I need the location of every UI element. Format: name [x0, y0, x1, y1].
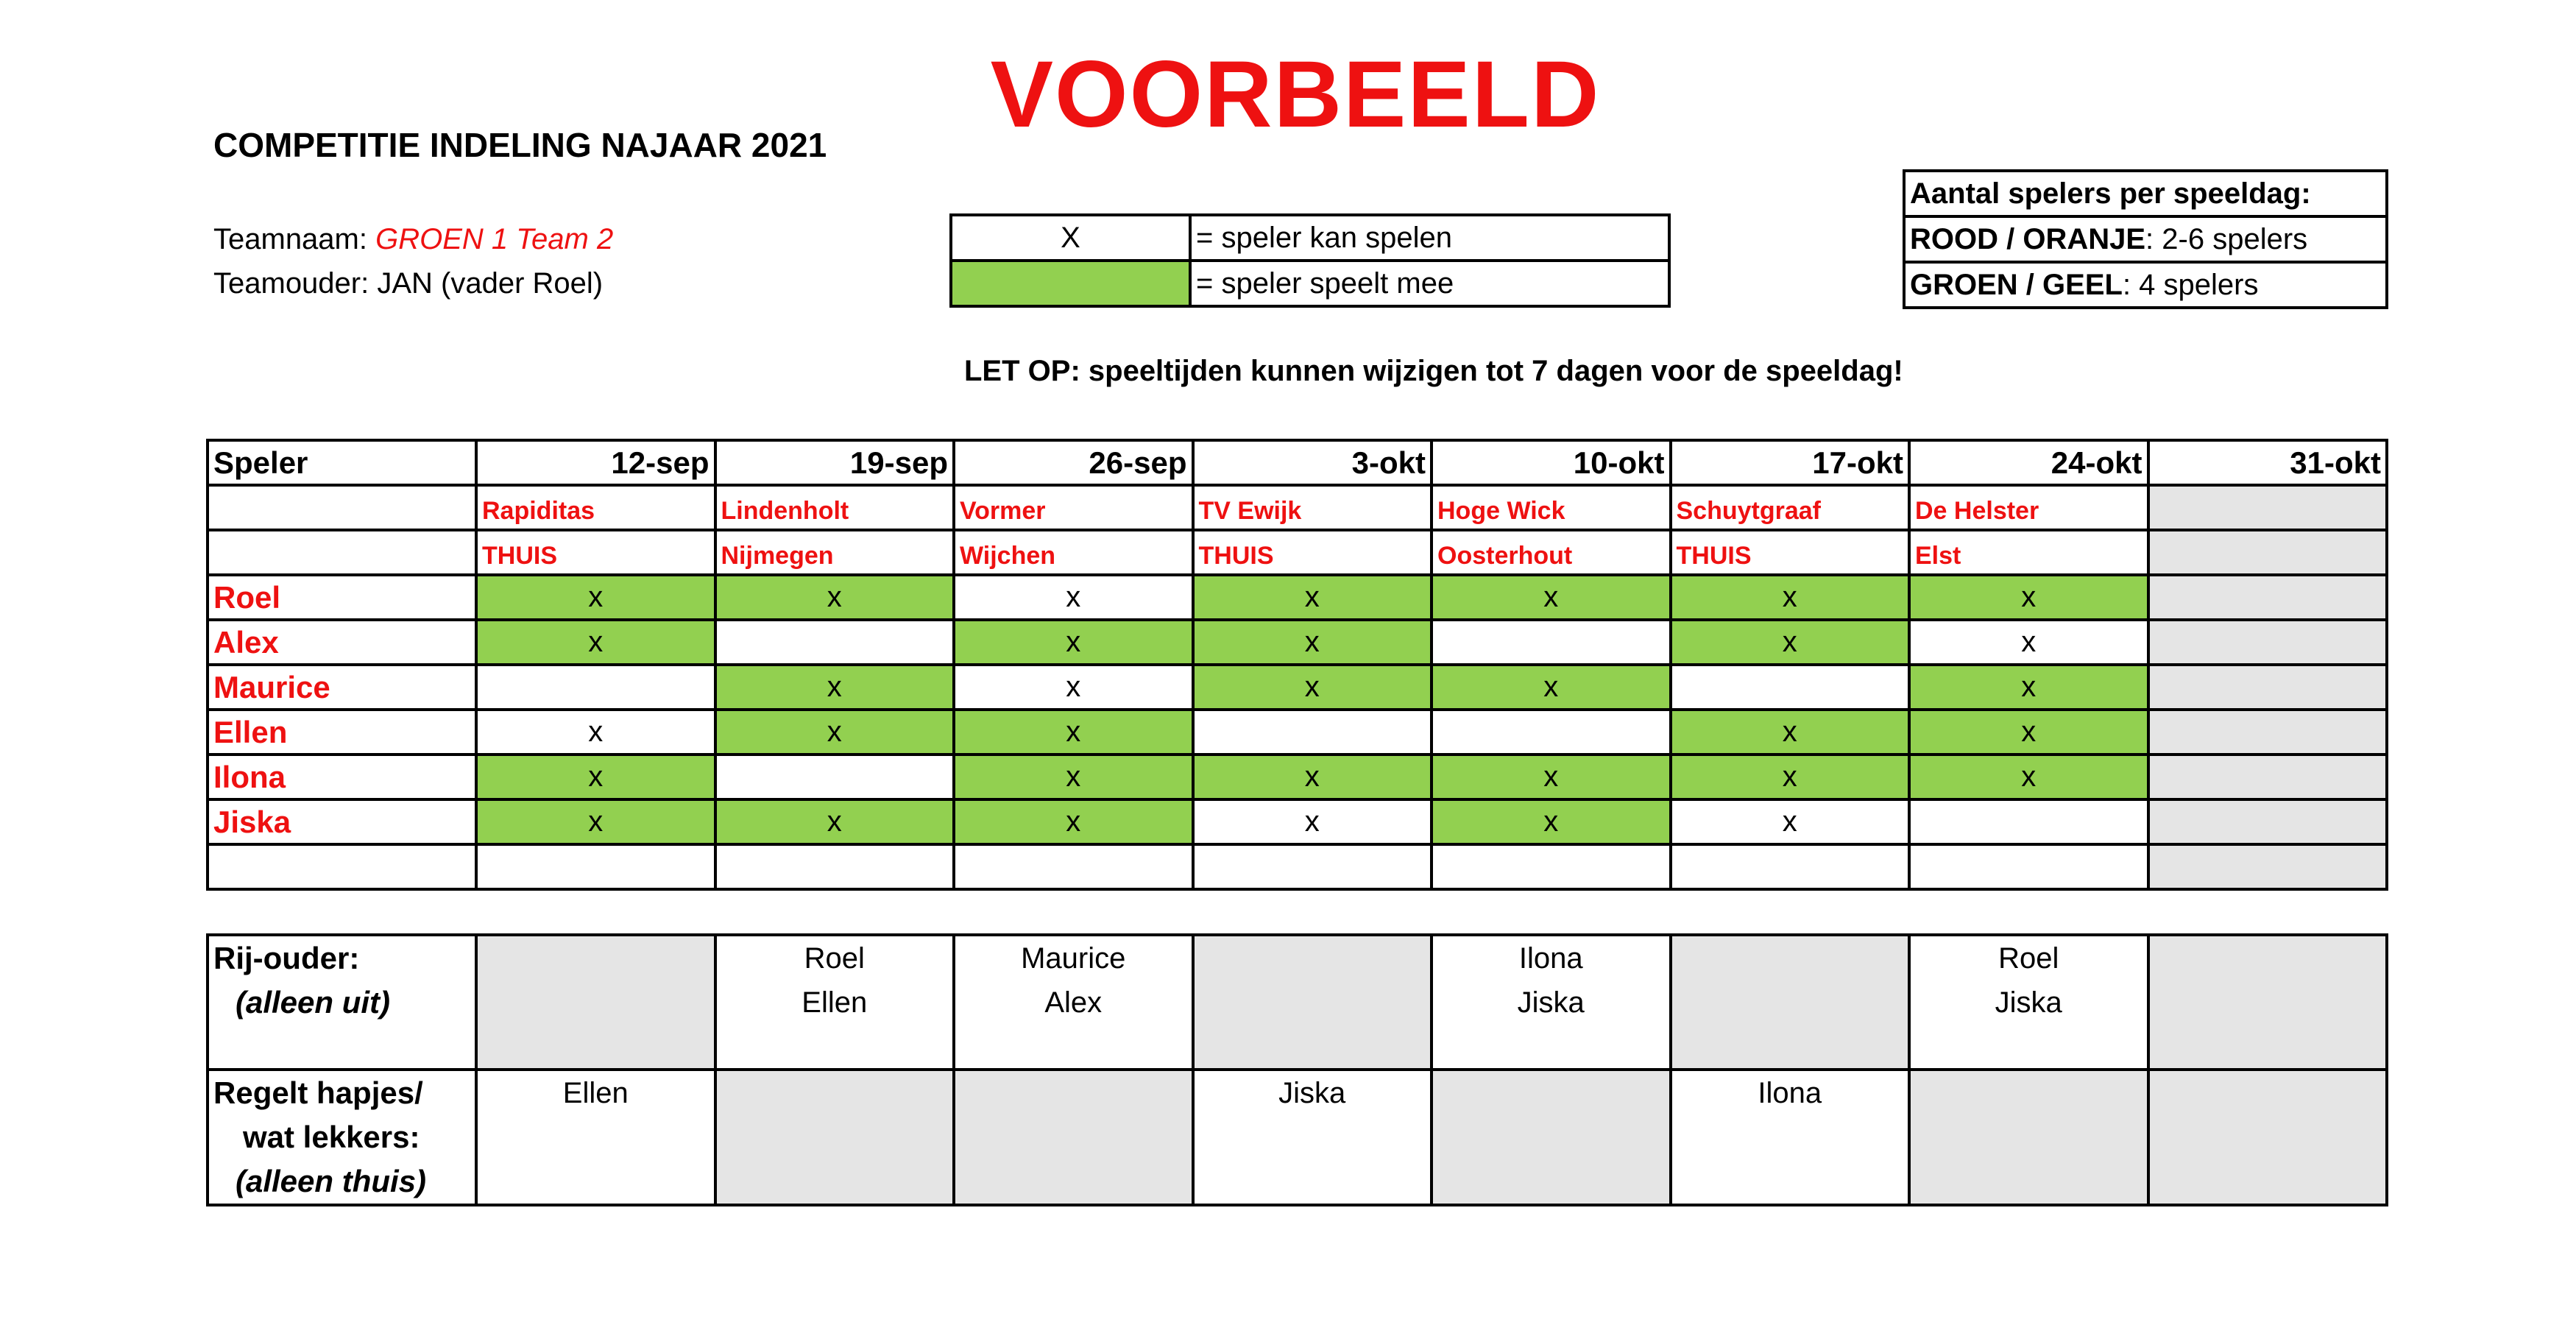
page-title: COMPETITIE INDELING NAJAAR 2021 — [213, 126, 827, 164]
availability-cell — [2148, 710, 2388, 755]
players-per-day-row — [1904, 262, 2387, 308]
availability-cell: x — [715, 799, 955, 844]
date-header: 19-sep — [715, 440, 955, 485]
opponent-cell: Hoge Wick — [1432, 485, 1671, 530]
players-per-day-label: GROEN / GEEL — [1910, 268, 2123, 301]
team-name-value: GROEN 1 Team 2 — [375, 223, 614, 255]
snacks-label-title: Regelt hapjes/ — [213, 1075, 423, 1110]
availability-cell — [715, 620, 955, 665]
availability-cell: x — [1909, 710, 2148, 755]
opponent-cell: Rapiditas — [476, 485, 715, 530]
opponent-cell: Vormer — [954, 485, 1193, 530]
availability-cell: x — [1432, 665, 1671, 710]
date-header: 12-sep — [476, 440, 715, 485]
empty-cell — [1193, 844, 1432, 889]
availability-cell: x — [1193, 665, 1432, 710]
driver-cell — [1671, 935, 1910, 1070]
availability-cell: x — [954, 575, 1193, 620]
empty-cell — [208, 485, 476, 530]
location-cell: THUIS — [1193, 530, 1432, 575]
empty-cell — [715, 844, 955, 889]
players-per-day-value: : 2-6 spelers — [2145, 222, 2308, 255]
player-row — [208, 665, 2387, 710]
snacks-label-sub: wat lekkers: — [243, 1120, 420, 1154]
driver-name: Roel — [804, 942, 865, 975]
player-name: Maurice — [208, 665, 476, 710]
duties-table — [206, 933, 2388, 1206]
driver-label-note: (alleen uit) — [236, 985, 391, 1020]
availability-cell: x — [954, 620, 1193, 665]
driver-label — [208, 935, 476, 1070]
availability-cell: x — [1909, 665, 2148, 710]
schedule-table — [206, 439, 2388, 891]
availability-cell: x — [954, 710, 1193, 755]
legend-key-green — [951, 261, 1190, 306]
driver-cell — [1909, 935, 2148, 1070]
legend-key-x: X — [951, 215, 1190, 261]
availability-cell — [2148, 755, 2388, 799]
snacks-row — [208, 1070, 2387, 1205]
driver-row — [208, 935, 2387, 1070]
availability-cell — [1432, 620, 1671, 665]
snacks-cell — [715, 1070, 955, 1205]
driver-name: Jiska — [1517, 986, 1585, 1019]
empty-cell — [208, 530, 476, 575]
availability-cell: x — [715, 665, 955, 710]
team-parent-label: Teamouder: — [213, 267, 378, 300]
availability-cell — [2148, 799, 2388, 844]
schedule-header-row — [208, 440, 2387, 485]
snacks-cell — [954, 1070, 1193, 1205]
availability-cell — [2148, 620, 2388, 665]
driver-label-title: Rij-ouder: — [213, 941, 360, 975]
driver-cell — [1432, 935, 1671, 1070]
player-row — [208, 575, 2387, 620]
snacks-label — [208, 1070, 476, 1205]
location-cell: Oosterhout — [1432, 530, 1671, 575]
availability-cell: x — [1909, 575, 2148, 620]
snacks-cell: Ellen — [476, 1070, 715, 1205]
opponent-cell: Lindenholt — [715, 485, 955, 530]
availability-cell: x — [954, 665, 1193, 710]
availability-cell: x — [1671, 620, 1910, 665]
players-per-day-value: : 4 spelers — [2122, 268, 2259, 301]
driver-cell — [954, 935, 1193, 1070]
empty-cell — [208, 844, 476, 889]
player-name: Jiska — [208, 799, 476, 844]
driver-name: Maurice — [1021, 942, 1126, 975]
location-cell: THUIS — [1671, 530, 1910, 575]
player-name: Ellen — [208, 710, 476, 755]
driver-cell — [476, 935, 715, 1070]
driver-name: Ilona — [1518, 942, 1583, 975]
date-header: 17-okt — [1671, 440, 1910, 485]
availability-cell — [715, 755, 955, 799]
player-name: Roel — [208, 575, 476, 620]
date-header: 3-okt — [1193, 440, 1432, 485]
empty-cell — [476, 844, 715, 889]
snacks-label-note: (alleen thuis) — [236, 1164, 427, 1198]
legend-table — [949, 213, 1671, 308]
players-per-day-row — [1904, 216, 2387, 262]
driver-name: Roel — [1998, 942, 2059, 975]
location-cell: THUIS — [476, 530, 715, 575]
availability-cell — [1671, 665, 1910, 710]
date-header: 31-okt — [2148, 440, 2388, 485]
snacks-cell: Jiska — [1193, 1070, 1432, 1205]
driver-name: Jiska — [1995, 986, 2062, 1019]
availability-cell — [1432, 710, 1671, 755]
snacks-cell — [2148, 1070, 2388, 1205]
availability-cell: x — [476, 755, 715, 799]
opponent-cell: Schuytgraaf — [1671, 485, 1910, 530]
opponent-cell: De Helster — [1909, 485, 2148, 530]
opponent-cell: TV Ewijk — [1193, 485, 1432, 530]
empty-cell — [1909, 844, 2148, 889]
availability-cell: x — [954, 755, 1193, 799]
empty-cell — [1432, 844, 1671, 889]
availability-cell — [2148, 665, 2388, 710]
availability-cell — [1909, 799, 2148, 844]
team-info — [213, 217, 613, 305]
driver-cell — [2148, 935, 2388, 1070]
availability-cell: x — [1909, 620, 2148, 665]
team-name-label: Teamnaam: — [213, 223, 376, 255]
availability-cell: x — [476, 710, 715, 755]
players-per-day-label: ROOD / ORANJE — [1910, 222, 2146, 255]
driver-cell — [1193, 935, 1432, 1070]
schedule-header-label: Speler — [208, 440, 476, 485]
player-name: Alex — [208, 620, 476, 665]
team-parent-line — [213, 261, 613, 305]
player-name: Ilona — [208, 755, 476, 799]
empty-row — [208, 844, 2387, 889]
snacks-cell — [1432, 1070, 1671, 1205]
legend-text: = speler speelt mee — [1190, 261, 1669, 306]
player-row — [208, 755, 2387, 799]
availability-cell: x — [954, 799, 1193, 844]
location-cell: Nijmegen — [715, 530, 955, 575]
team-parent-value: JAN (vader Roel) — [377, 267, 604, 300]
availability-cell: x — [1432, 755, 1671, 799]
team-name-line — [213, 217, 613, 261]
date-header: 10-okt — [1432, 440, 1671, 485]
driver-cell — [715, 935, 955, 1070]
empty-cell — [1671, 844, 1910, 889]
watermark: VOORBEELD — [990, 42, 1601, 147]
availability-cell: x — [476, 575, 715, 620]
availability-cell — [476, 665, 715, 710]
availability-cell: x — [1671, 575, 1910, 620]
availability-cell: x — [1193, 575, 1432, 620]
opponent-cell — [2148, 485, 2388, 530]
legend-row — [951, 261, 1669, 306]
snacks-cell — [1909, 1070, 2148, 1205]
availability-cell: x — [1193, 799, 1432, 844]
availability-cell: x — [476, 799, 715, 844]
date-header: 24-okt — [1909, 440, 2148, 485]
location-cell: Wijchen — [954, 530, 1193, 575]
location-row — [208, 530, 2387, 575]
availability-cell: x — [1671, 755, 1910, 799]
availability-cell: x — [1432, 575, 1671, 620]
legend-row — [951, 215, 1669, 261]
availability-cell: x — [1671, 799, 1910, 844]
legend-text: = speler kan spelen — [1190, 215, 1669, 261]
availability-cell: x — [715, 710, 955, 755]
availability-cell: x — [1193, 755, 1432, 799]
availability-cell — [2148, 575, 2388, 620]
availability-cell: x — [1432, 799, 1671, 844]
opponent-row — [208, 485, 2387, 530]
location-cell — [2148, 530, 2388, 575]
player-row — [208, 620, 2387, 665]
notice: LET OP: speeltijden kunnen wijzigen tot 7 dagen voor de speeldag! — [964, 355, 1903, 387]
availability-cell: x — [476, 620, 715, 665]
snacks-cell: Ilona — [1671, 1070, 1910, 1205]
availability-cell: x — [1193, 620, 1432, 665]
availability-cell: x — [715, 575, 955, 620]
players-per-day-heading: Aantal spelers per speeldag: — [1904, 171, 2387, 216]
empty-cell — [2148, 844, 2388, 889]
availability-cell: x — [1909, 755, 2148, 799]
driver-name: Ellen — [802, 986, 868, 1019]
empty-cell — [954, 844, 1193, 889]
player-row — [208, 710, 2387, 755]
location-cell: Elst — [1909, 530, 2148, 575]
player-row — [208, 799, 2387, 844]
availability-cell: x — [1671, 710, 1910, 755]
driver-name: Alex — [1044, 986, 1103, 1019]
date-header: 26-sep — [954, 440, 1193, 485]
players-per-day-table — [1903, 169, 2388, 309]
availability-cell — [1193, 710, 1432, 755]
